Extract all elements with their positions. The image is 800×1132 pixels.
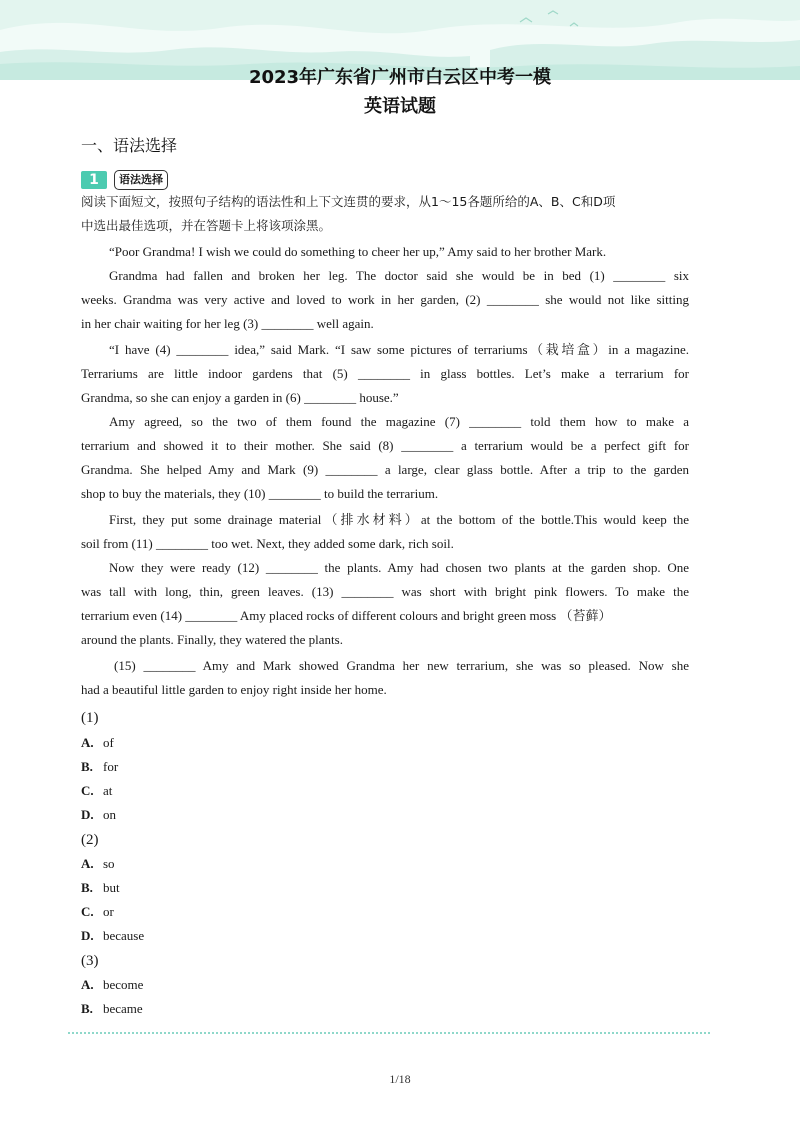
passage-line: terrarium and showed it to their mother. She said (8) ________ a terrarium would be a perfect gift for [81, 438, 689, 453]
answer-option[interactable] [81, 783, 112, 799]
passage-line: “Poor Grandma! I wish we could do something to cheer her up,” Amy said to her brother Mark. [109, 244, 607, 259]
passage-line: First, they put some drainage material（排水材料）at the bottom of the bottle.This would keep the [109, 512, 689, 527]
passage-line: had a beautiful little garden to enjoy right inside her home. [81, 682, 387, 697]
subquestion-label: (3) [81, 953, 99, 969]
instruction-line: 中选出最佳选项，并在答题卡上将该项涂黑。 [81, 218, 332, 233]
passage-line: was tall with long, thin, green leaves. (13) ________ was short with bright pink flowers. To make the [81, 584, 689, 599]
passage-line: terrarium even (14) ________ Amy placed rocks of different colours and bright green moss （苔藓） [81, 608, 612, 623]
question-number-badge: 1 [81, 171, 107, 189]
passage-line: Grandma had fallen and broken her leg. The doctor said she would be in bed (1) ________ six [109, 268, 689, 283]
passage-line: “I have (4) ________ idea,” said Mark. “I saw some pictures of terrariums（栽培盒）in a magazine. [109, 342, 689, 357]
section-heading: 一、语法选择 [81, 136, 178, 155]
answer-option[interactable] [81, 735, 114, 751]
option-text: because [103, 928, 145, 943]
answer-option[interactable] [81, 904, 114, 920]
option-text: or [103, 904, 114, 919]
passage-line: Grandma. She helped Amy and Mark (9) ________ a large, clear glass bottle. After a trip to the garden [81, 462, 689, 477]
subquestion-label: (1) [81, 710, 99, 726]
option-letter: A. [81, 735, 94, 750]
answer-option[interactable] [81, 977, 143, 993]
option-letter: A. [81, 977, 94, 992]
passage-line: Grandma, so she can enjoy a garden in (6) ________ house.” [81, 390, 399, 405]
passage-line: around the plants. Finally, they watered the plants. [81, 632, 343, 647]
option-letter: B. [81, 759, 93, 774]
answer-option[interactable] [81, 928, 144, 944]
option-letter: A. [81, 856, 94, 871]
passage-line: in her chair waiting for her leg (3) ________ well again. [81, 316, 374, 331]
option-letter: D. [81, 807, 94, 822]
answer-option[interactable] [81, 759, 118, 775]
option-letter: B. [81, 880, 93, 895]
option-text: but [103, 880, 120, 895]
option-text: at [103, 783, 113, 798]
option-letter: B. [81, 1001, 93, 1016]
option-letter: C. [81, 904, 94, 919]
option-text: of [103, 735, 114, 750]
document-subtitle: 英语试题 [364, 96, 436, 117]
page-number: 1/18 [389, 1072, 411, 1086]
option-letter: C. [81, 783, 94, 798]
answer-option[interactable] [81, 807, 116, 823]
document-title: 2023年广东省广州市白云区中考一模 [248, 67, 552, 88]
passage-line: Amy agreed, so the two of them found the magazine (7) ________ told them how to make a [109, 414, 689, 429]
passage-line: Terrariums are little indoor gardens that (5) ________ in glass bottles. Let’s make a terrarium for [81, 366, 689, 381]
option-text: become [103, 977, 144, 992]
answer-option[interactable] [81, 1001, 143, 1017]
option-text: so [103, 856, 115, 871]
instruction-line: 阅读下面短文，按照句子结构的语法性和上下文连贯的要求，从1～15各题所给的A、B、C和D项 [81, 194, 616, 209]
option-letter: D. [81, 928, 94, 943]
passage-line: Now they were ready (12) ________ the plants. Amy had chosen two plants at the garden shop. One [109, 560, 689, 575]
passage-line: soil from (11) ________ too wet. Next, they added some dark, rich soil. [81, 536, 454, 551]
subquestion-label: (2) [81, 832, 99, 848]
footer-divider [68, 1032, 710, 1034]
option-text: for [103, 759, 119, 774]
passage-line: (15) ________ Amy and Mark showed Grandma her new terrarium, she was so pleased. Now she [114, 658, 689, 673]
option-text: became [103, 1001, 143, 1016]
question-type-tag: 语法选择 [114, 170, 168, 190]
option-text: on [103, 807, 116, 822]
passage-line: weeks. Grandma was very active and loved to work in her garden, (2) ________ she would not like sitting [81, 292, 689, 307]
answer-option[interactable] [81, 856, 115, 872]
answer-option[interactable] [81, 880, 120, 896]
passage-line: shop to buy the materials, they (10) ________ to build the terrarium. [81, 486, 439, 501]
